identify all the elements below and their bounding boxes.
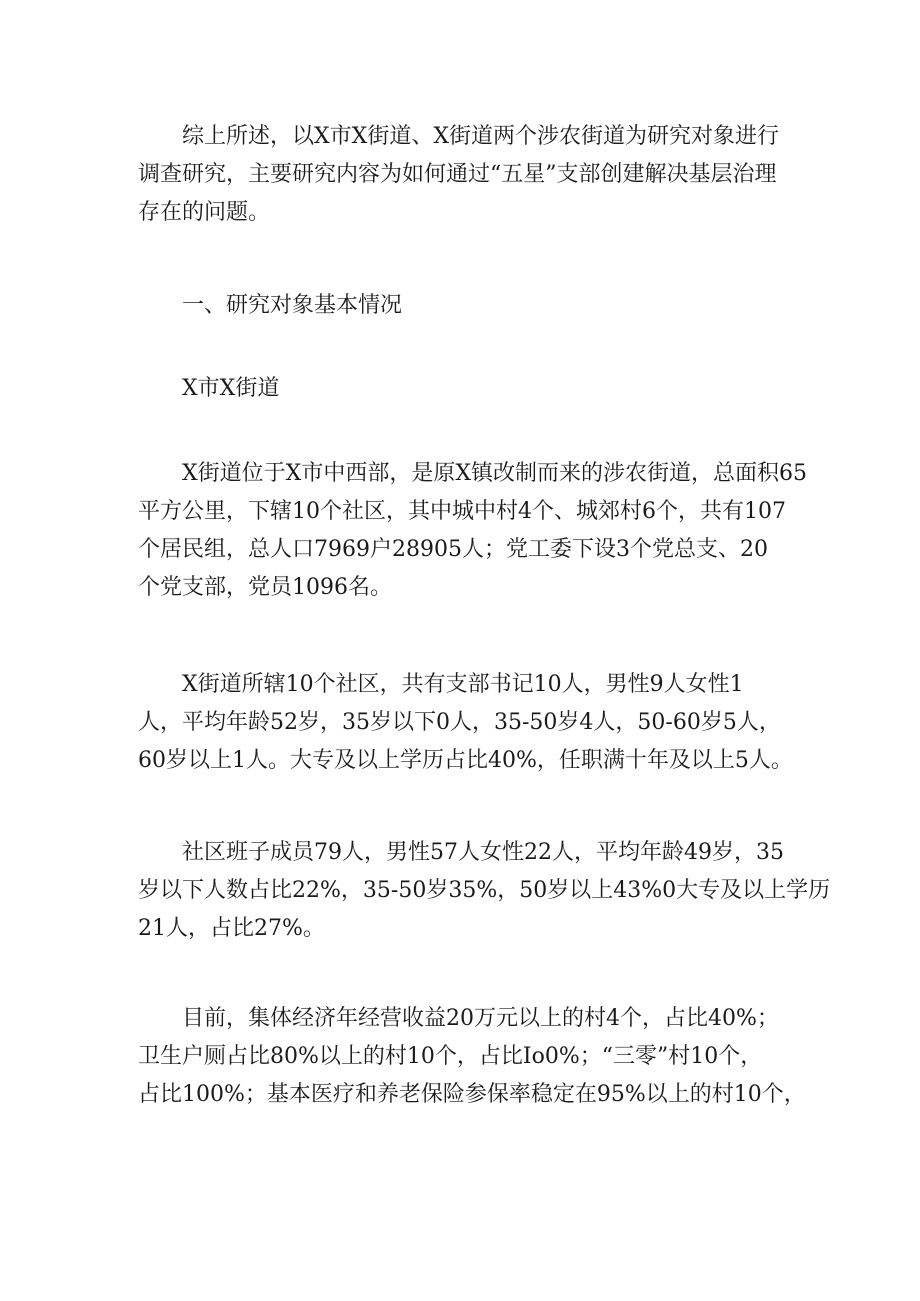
text-line: 个居民组，总人口7969户28905人；党工委下设3个党总支、20 [138,537,768,562]
text-line: 综上所述，以X市X街道、X街道两个涉农街道为研究对象进行 [182,124,779,149]
paragraph-overview [138,455,807,607]
text-line: X街道位于X市中西部，是原X镇改制而来的涉农街道，总面积65 [182,461,807,486]
text-line: 调查研究，主要研究内容为如何通过“五星”支部创建解决基层治理 [138,162,777,187]
text-line: 存在的问题。 [138,200,271,225]
text-line: 社区班子成员79人，男性57人女性22人，平均年龄49岁，35 [182,840,784,865]
text-line: 平方公里，下辖10个社区，其中城中村4个、城郊村6个，共有107 [138,499,786,524]
text-line: 人，平均年龄52岁，35岁以下0人，35-50岁4人，50-60岁5人， [138,710,781,735]
text-line: 21人，占比27%。 [138,916,325,941]
text-line: 占比100%；基本医疗和养老保险参保率稳定在95%以上的村10个， [138,1082,806,1107]
section-heading [138,287,798,325]
subsection-heading [138,370,798,408]
paragraph-committee [138,834,831,948]
text-line: X街道所辖10个社区，共有支部书记10人，男性9人女性1 [182,672,744,697]
text-line: 个党支部，党员1096名。 [138,575,392,600]
subheading-text: X市X街道 [182,376,280,401]
paragraph-current-status [138,1000,806,1114]
text-line: 岁以下人数占比22%，35-50岁35%，50岁以上43%0大专及以上学历 [138,878,831,903]
text-line: 卫生户厕占比80%以上的村10个，占比Io0%；“三零”村10个， [138,1044,763,1069]
paragraph-secretaries [138,666,798,780]
text-line: 目前，集体经济年经营收益20万元以上的村4个，占比40%； [182,1006,779,1031]
text-line: 60岁以上1人。大专及以上学历占比40%，任职满十年及以上5人。 [138,748,793,773]
paragraph-summary [138,118,798,232]
heading-text: 一、研究对象基本情况 [182,293,403,318]
